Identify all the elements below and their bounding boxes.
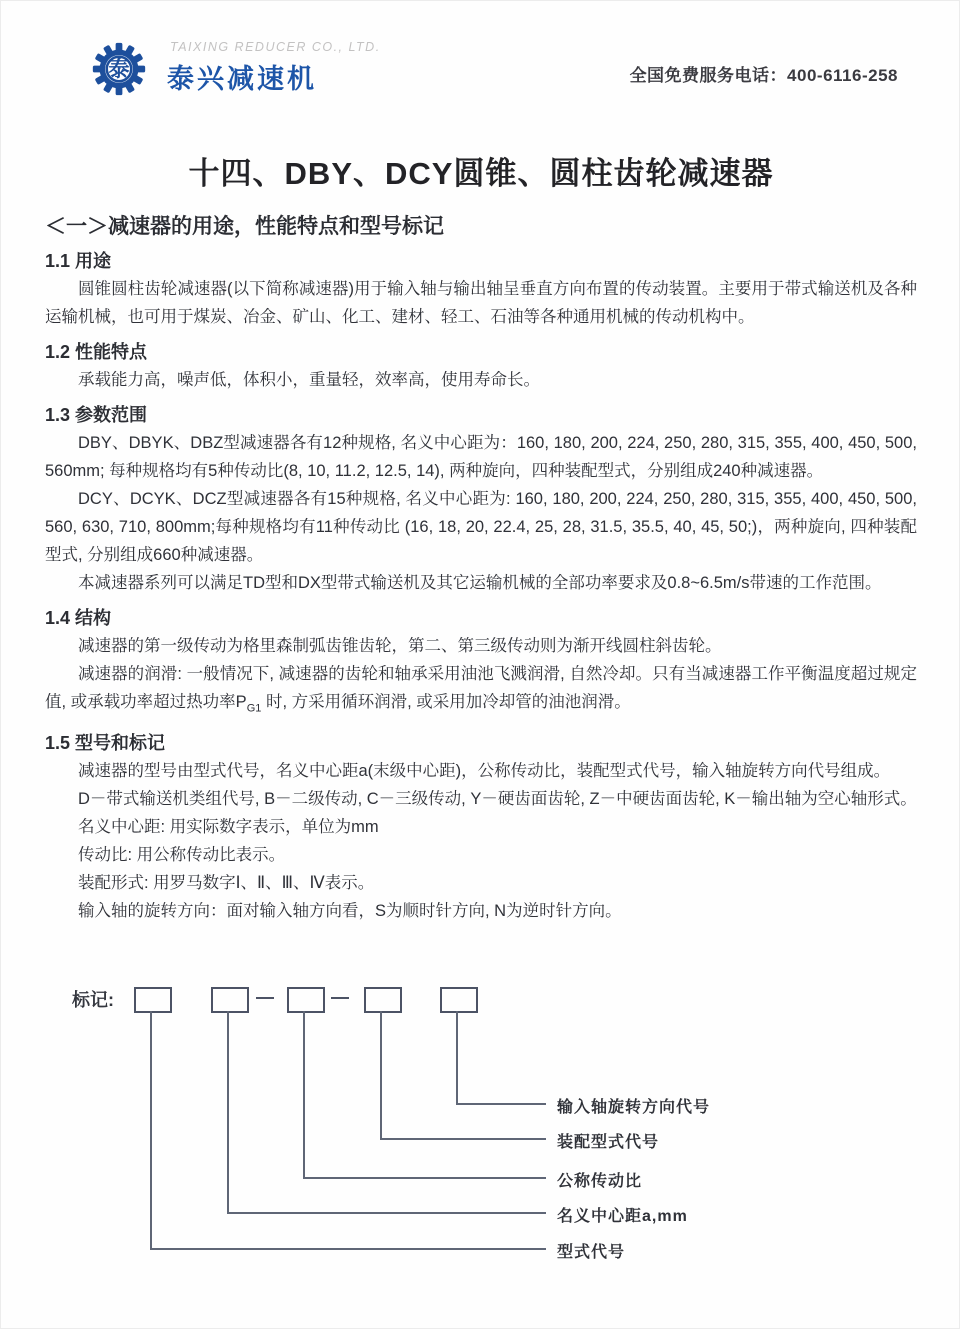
- paragraph-power-range: 本减速器系列可以满足TD型和DX型带式输送机及其它运输机械的全部功率要求及0.8~6.5m/s带速的工作范围。: [78, 574, 882, 592]
- paragraph-features: 承载能力高，噪声低，体积小，重量轻，效率高，使用寿命长。: [78, 371, 540, 389]
- paragraph-usage: 圆锥圆柱齿轮减速器(以下简称减速器)用于输入轴与输出轴呈垂直方向布置的传动装置。主要用于带式输送机及各种运输机械，也可用于煤炭、冶金、矿山、化工、建材、轻工、石油等各种通用机械的传动机构中。: [45, 280, 917, 326]
- connector-line-assembly: [380, 1011, 382, 1140]
- paragraph-code-letters: D－带式输送机类组代号, B－二级传动, C－三级传动, Y－硬齿面齿轮, Z－中硬齿面齿轮, K－输出轴为空心轴形式。: [78, 790, 917, 809]
- connector-line-center-distance: [227, 1212, 546, 1214]
- connector-line-ratio: [303, 1177, 546, 1179]
- lubrication-text-before: 减速器的润滑: 一般情况下, 减速器的齿轮和轴承采用油池飞溅润滑, 自然冷却。只有当减速器工作平衡温度超过规定值, 或承载功率超过热功率P: [45, 665, 917, 711]
- paragraph-model-composition: 减速器的型号由型式代号，名义中心距a(末级中心距)，公称传动比，装配型式代号，输入轴旋转方向代号组成。: [78, 762, 891, 781]
- code-box-center-distance: [211, 987, 249, 1013]
- connector-line-assembly: [380, 1138, 546, 1140]
- callout-nominal-ratio: 公称传动比: [557, 1173, 643, 1190]
- callout-nominal-center-distance: 名义中心距a,mm: [557, 1208, 688, 1225]
- section-heading-1-4: 1.4 结构: [45, 608, 112, 628]
- section-group-subtitle: ＜一＞减速器的用途，性能特点和型号标记: [45, 215, 444, 238]
- document-body: [45, 148, 917, 925]
- connector-line-type: [150, 1011, 152, 1250]
- service-hotline: 全国免费服务电话：400-6116-258: [629, 66, 898, 85]
- code-box-rotation: [440, 987, 478, 1013]
- lubrication-text-after: 时, 方采用循环润滑, 或采用加冷却管的油池润滑。: [261, 693, 631, 711]
- section-heading-1-2: 1.2 性能特点: [45, 342, 148, 362]
- connector-line-rotation: [456, 1103, 546, 1105]
- separator-dash: [256, 997, 274, 999]
- paragraph-dby-specs: DBY、DBYK、DBZ型减速器各有12种规格, 名义中心距为：160, 180, 200, 224, 250, 280, 315, 355, 400, 450, 500, 560mm; 每种规格均有5种传动比(8, 10, 11.2, 12.5, 14), 两种旋向，四种装配型式，分别组成240种减速器。: [45, 434, 917, 480]
- connector-line-rotation: [456, 1011, 458, 1105]
- paragraph-center-distance: 名义中心距: 用实际数字表示，单位为mm: [78, 818, 379, 837]
- thermal-power-subscript: G1: [246, 702, 262, 715]
- paragraph-rotation-direction: 输入轴的旋转方向：面对输入轴方向看，S为顺时针方向, N为逆时针方向。: [78, 902, 622, 921]
- code-box-ratio: [287, 987, 325, 1013]
- company-name-en: TAIXING REDUCER CO., LTD.: [170, 40, 381, 54]
- callout-assembly-type-code: 装配型式代号: [557, 1134, 660, 1151]
- connector-line-ratio: [303, 1011, 305, 1179]
- code-box-type: [134, 987, 172, 1013]
- code-box-assembly: [364, 987, 402, 1013]
- connector-line-center-distance: [227, 1011, 229, 1214]
- logo-glyph: 泰: [108, 57, 130, 81]
- page-title: 十四、DBY、DCY圆锥、圆柱齿轮减速器: [188, 156, 774, 191]
- section-heading-1-5: 1.5 型号和标记: [45, 733, 166, 754]
- callout-rotation-direction-code: 输入轴旋转方向代号: [557, 1099, 711, 1116]
- callout-type-code: 型式代号: [557, 1244, 626, 1261]
- paragraph-dcy-specs: DCY、DCYK、DCZ型减速器各有15种规格, 名义中心距为: 160, 180, 200, 224, 250, 280, 315, 355, 400, 450, 500, 560, 630, 710, 800mm;每种规格均有11种传动比 (16, 18, 20, 22.4, 25, 28, 31.5, 35.5, 40, 45, 50;)，两种旋向, 四种装配型式, 分别组成660种减速器。: [45, 490, 917, 564]
- separator-dash: [331, 997, 349, 999]
- connector-line-type: [150, 1248, 546, 1250]
- section-heading-1-1: 1.1 用途: [45, 251, 112, 271]
- paragraph-structure: 减速器的第一级传动为格里森制弧齿锥齿轮，第二、第三级传动则为渐开线圆柱斜齿轮。: [78, 637, 722, 655]
- section-heading-1-3: 1.3 参数范围: [45, 405, 148, 425]
- page-header: [0, 0, 960, 125]
- paragraph-ratio: 传动比: 用公称传动比表示。: [78, 846, 286, 865]
- company-name-cn: 泰兴减速机: [167, 64, 317, 94]
- marking-label: 标记:: [72, 990, 114, 1010]
- company-logo: [92, 34, 146, 104]
- paragraph-lubrication: [45, 660, 917, 722]
- paragraph-assembly-form: 装配形式: 用罗马数字Ⅰ、Ⅱ、Ⅲ、Ⅳ表示。: [78, 874, 375, 893]
